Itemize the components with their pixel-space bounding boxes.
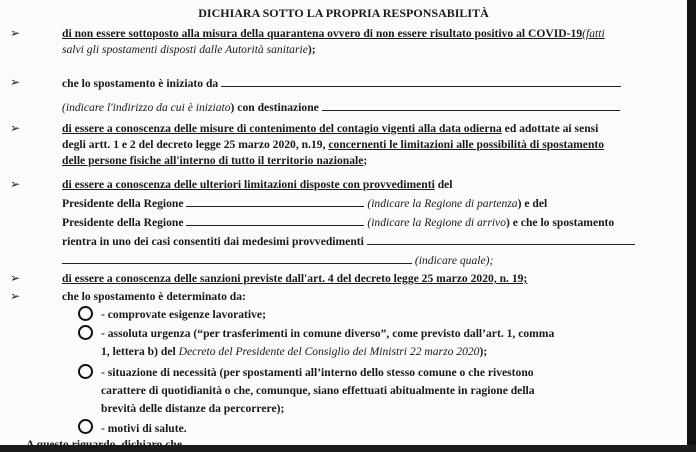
declaration-line: degli artt. 1 e 2 del decreto legge 25 marzo 2020, n.19, concernenti le limitazioni alle possibilità di spostamento: [62, 138, 605, 151]
arrow-bullet-icon: ➢: [10, 26, 21, 40]
declaration-line: di non essere sottoposto alla misura della quarantena ovvero di non essere risultato positivo al COVID-19(fatti: [62, 27, 605, 40]
declaration-line: di essere a conoscenza delle ulteriori limitazioni disposte con provvedimenti del: [62, 178, 453, 191]
declaration-line: delle persone fisiche all'interno di tutto il territorio nazionale;: [62, 154, 368, 167]
start-address-field[interactable]: [221, 76, 621, 87]
declaration-line: Presidente della Regione (indicare la Regione di arrivo) e che lo spostamento: [62, 216, 615, 229]
declaration-line: salvi gli spostamenti disposti dalle Autorità sanitarie);: [62, 43, 316, 56]
declaration-line: che lo spostamento è determinato da:: [62, 290, 246, 303]
option-label: 1, lettera b) del Decreto del Presidente del Consiglio dei Ministri 22 marzo 2020);: [101, 345, 488, 358]
option-radio[interactable]: [78, 364, 93, 379]
option-radio[interactable]: [78, 306, 93, 321]
departure-region-field[interactable]: [186, 196, 364, 207]
arrow-bullet-icon: ➢: [10, 289, 21, 303]
destination-field[interactable]: [322, 100, 620, 111]
option-radio[interactable]: [78, 419, 93, 434]
page-title: DICHIARA SOTTO LA PROPRIA RESPONSABILITÀ: [198, 6, 489, 20]
declaration-line: che lo spostamento è iniziato da: [62, 76, 621, 91]
option-label: - motivi di salute.: [101, 422, 187, 435]
declaration-line-cut: A questo riguardo, dichiaro che: [26, 438, 182, 451]
declaration-line: rientra in uno dei casi consentiti dai medesimi provvedimenti: [62, 234, 635, 249]
arrival-region-field[interactable]: [186, 215, 364, 226]
case-field-continued[interactable]: [62, 253, 412, 264]
declaration-line: di essere a conoscenza delle misure di contenimento del contagio vigenti alla data odierna ed adottate ai sensi: [62, 122, 599, 135]
option-label: brevità delle distanze da percorrere);: [101, 402, 285, 415]
declaration-line: (indicare quale);: [62, 253, 493, 268]
scan-edge: [687, 0, 696, 445]
case-field[interactable]: [367, 234, 635, 245]
option-label: carattere di quotidianità o che, comunque, siano effettuati abitualmente in ragione della: [101, 384, 535, 397]
declaration-line: di essere a conoscenza delle sanzioni previste dall'art. 4 del decreto legge 25 marzo 2020, n. 19;: [62, 272, 528, 285]
option-label: - comprovate esigenze lavorative;: [101, 308, 266, 321]
option-label: - situazione di necessità (per spostamenti all’interno dello stesso comune o che rivestono: [101, 366, 534, 379]
arrow-bullet-icon: ➢: [10, 121, 21, 135]
declaration-line: (indicare l'indirizzo da cui è iniziato) con destinazione: [62, 100, 620, 115]
arrow-bullet-icon: ➢: [10, 75, 21, 89]
arrow-bullet-icon: ➢: [10, 271, 21, 285]
option-label: - assoluta urgenza (“per trasferimenti in comune diverso”, come previsto dall’art. 1, comma: [101, 327, 555, 340]
option-radio[interactable]: [78, 325, 93, 340]
declaration-line: Presidente della Regione (indicare la Regione di partenza) e del: [62, 197, 548, 210]
arrow-bullet-icon: ➢: [10, 177, 21, 191]
